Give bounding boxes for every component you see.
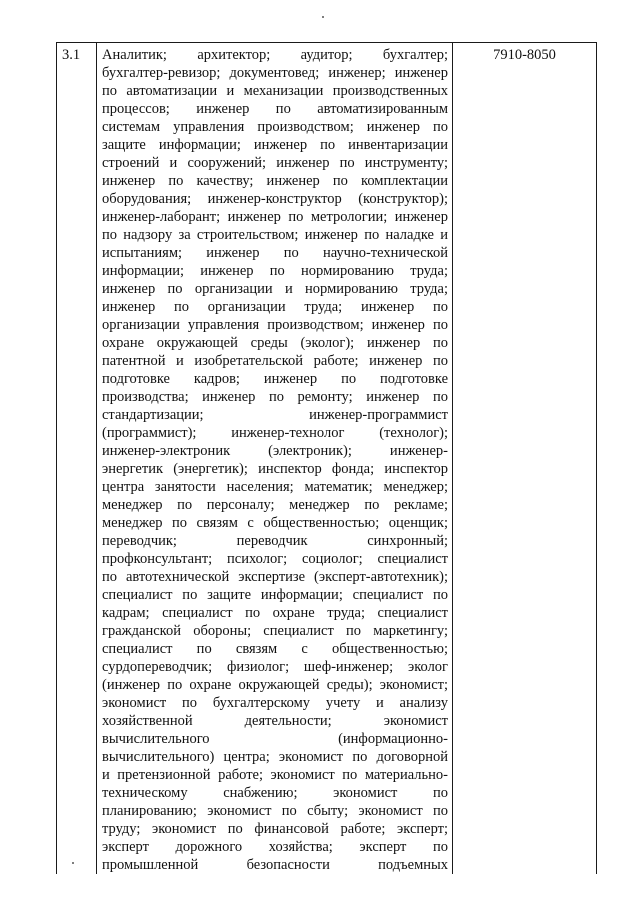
occupation-text-line: переводчик; переводчик синхронный; xyxy=(102,533,448,549)
occupation-text-line: сурдопереводчик; физиолог; шеф-инженер; эколог xyxy=(102,659,448,675)
occupation-text-line: менеджер по персоналу; менеджер по рекламе; xyxy=(102,497,448,513)
occupation-text-line: патентной и изобретательской работе; инженер по xyxy=(102,353,448,369)
occupation-text-line: стандартизации; инженер-программист xyxy=(102,407,448,423)
code-range: 7910-8050 xyxy=(493,47,556,63)
occupation-text-line: эксперт дорожного хозяйства; эксперт по xyxy=(102,839,448,855)
occupation-text-line: центра занятости населения; математик; менеджер; xyxy=(102,479,448,495)
occupation-text-line: инженер по организации и нормированию труда; xyxy=(102,281,448,297)
occupation-text-line: строений и сооружений; инженер по инструменту; xyxy=(102,155,448,171)
occupation-text-line: испытаниям; инженер по научно-технической xyxy=(102,245,448,261)
row-number: 3.1 xyxy=(62,47,81,63)
occupations-table xyxy=(56,42,597,874)
occupation-text-line: процессов; инженер по автоматизированным xyxy=(102,101,448,117)
occupation-text-line: (инженер по охране окружающей среды); экономист; xyxy=(102,677,448,693)
occupation-text-line: охране окружающей среды (эколог); инженер по xyxy=(102,335,448,351)
occupation-text-line: энергетик (энергетик); инспектор фонда; инспектор xyxy=(102,461,448,477)
occupation-text-line: бухгалтер-ревизор; документовед; инженер; инженер xyxy=(102,65,448,81)
occupation-text-line: оборудования; инженер-конструктор (конструктор); xyxy=(102,191,448,207)
code-cell xyxy=(453,43,597,875)
occupation-text-line: по автотехнической экспертизе (эксперт-автотехник); xyxy=(102,569,448,585)
occupation-text-line: инженер-лаборант; инженер по метрологии; инженер xyxy=(102,209,448,225)
occupation-text-line: планированию; экономист по сбыту; экономист по xyxy=(102,803,448,819)
occupation-text-line: инженер по организации труда; инженер по xyxy=(102,299,448,315)
occupation-text-line: по автоматизации и механизации производственных xyxy=(102,83,448,99)
scan-speck xyxy=(322,16,324,18)
occupation-text-line: инженер по качеству; инженер по комплектации xyxy=(102,173,448,189)
occupation-text-line: кадрам; специалист по охране труда; специалист xyxy=(102,605,448,621)
scan-speck xyxy=(72,862,74,864)
occupation-text-line: инженер-электроник (электроник); инженер- xyxy=(102,443,448,459)
occupation-text-line: хозяйственной деятельности; экономист xyxy=(102,713,448,729)
occupation-text-line: системам управления производством; инженер по xyxy=(102,119,448,135)
occupation-text-line: организации управления производством; инженер по xyxy=(102,317,448,333)
occupation-text-line: производства; инженер по ремонту; инженер по xyxy=(102,389,448,405)
occupation-text-line: промышленной безопасности подъемных xyxy=(102,857,448,873)
table-row xyxy=(57,43,597,875)
row-number-cell xyxy=(57,43,97,875)
occupation-text-line: профконсультант; психолог; социолог; специалист xyxy=(102,551,448,567)
occupation-text-line: подготовке кадров; инженер по подготовке xyxy=(102,371,448,387)
occupation-text-line: специалист по защите информации; специалист по xyxy=(102,587,448,603)
occupation-text-line: Аналитик; архитектор; аудитор; бухгалтер; xyxy=(102,47,448,63)
occupation-text-line: экономист по бухгалтерскому учету и анализу xyxy=(102,695,448,711)
occupation-text-line: информации; инженер по нормированию труда; xyxy=(102,263,448,279)
occupation-text-line: вычислительного (информационно- xyxy=(102,731,448,747)
occupation-text-line: вычислительного) центра; экономист по договорной xyxy=(102,749,448,765)
occupations-cell xyxy=(97,43,453,875)
occupation-text-line: труду; экономист по финансовой работе; эксперт; xyxy=(102,821,448,837)
occupation-text-line: гражданской обороны; специалист по маркетингу; xyxy=(102,623,448,639)
occupation-text-line: техническому снабжению; экономист по xyxy=(102,785,448,801)
occupation-text-line: и претензионной работе; экономист по материально- xyxy=(102,767,448,783)
occupation-text-line: (программист); инженер-технолог (технолог); xyxy=(102,425,448,441)
occupation-text-line: по надзору за строительством; инженер по наладке и xyxy=(102,227,448,243)
occupation-text-line: специалист по связям с общественностью; xyxy=(102,641,448,657)
occupation-text-line: менеджер по связям с общественностью; оценщик; xyxy=(102,515,448,531)
occupation-text-line: защите информации; инженер по инвентаризации xyxy=(102,137,448,153)
